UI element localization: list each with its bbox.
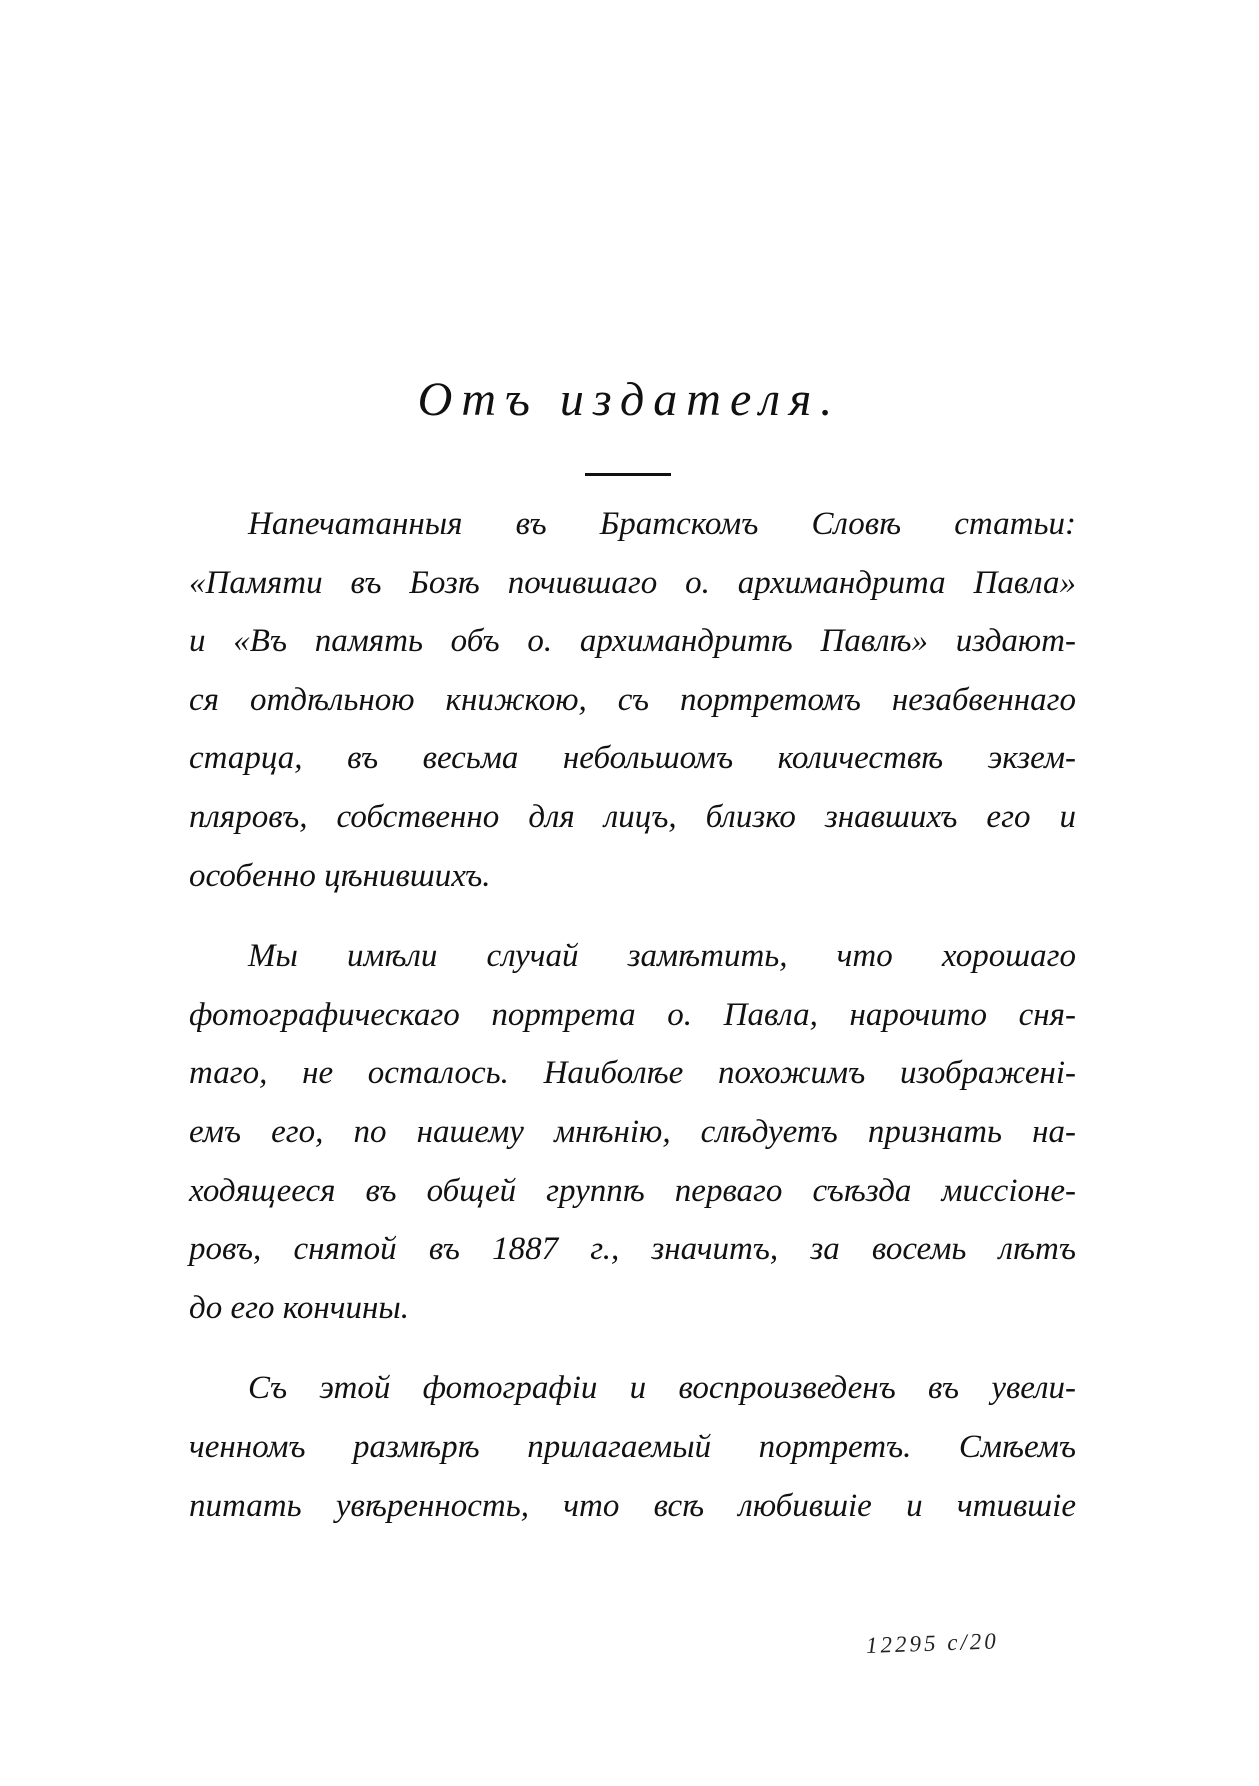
text-line: ченномъ размѣрѣ прилагаемый портретъ. Смѣемъ [189, 1428, 1076, 1465]
paragraph-3 [189, 1359, 1076, 1535]
text-line: таго, не осталось. Наиболѣе похожимъ изображені- [189, 1055, 1076, 1092]
text-line: Съ этой фотографіи и воспроизведенъ въ увели- [248, 1370, 1076, 1407]
text-line: фотографическаго портрета о. Павла, нарочито сня- [189, 996, 1076, 1033]
text-line: до его кончины. [189, 1289, 409, 1326]
text-line: пляровъ, собственно для лицъ, близко знавшихъ его и [189, 798, 1076, 835]
text-line: питать увѣренность, что всѣ любившіе и чтившіе [189, 1487, 1076, 1524]
paragraph-1 [189, 495, 1076, 905]
title-divider [585, 473, 671, 476]
paragraph-gap [189, 1337, 1076, 1359]
text-line: и «Въ память объ о. архимандритѣ Павлѣ» издают- [189, 623, 1076, 660]
text-line: старца, въ весьма небольшомъ количествѣ экзем- [189, 740, 1076, 777]
library-stamp: 12295 с/20 [865, 1628, 1000, 1658]
paragraph-gap [189, 905, 1076, 927]
text-line: Мы имѣли случай замѣтить, что хорошаго [248, 938, 1076, 975]
text-line: емъ его, по нашему мнѣнію, слѣдуетъ признать на- [189, 1113, 1076, 1150]
text-line: ровъ, снятой въ 1887 г., значитъ, за восемь лѣтъ [189, 1231, 1076, 1268]
text-line: особенно цѣнившихъ. [189, 857, 491, 894]
page-title: Отъ издателя. [417, 373, 842, 426]
text-line: ся отдѣльною книжкою, съ портретомъ незабвеннаго [189, 681, 1076, 718]
paragraph-2 [189, 927, 1076, 1337]
text-line: «Памяти въ Бозѣ почившаго о. архимандрита Павла» [189, 564, 1076, 601]
text-line: ходящееся въ общей группѣ перваго съѣзда миссіоне- [189, 1172, 1076, 1209]
body-text [189, 495, 1076, 1535]
text-line: Напечатанныя въ Братскомъ Словѣ статьи: [248, 506, 1076, 542]
